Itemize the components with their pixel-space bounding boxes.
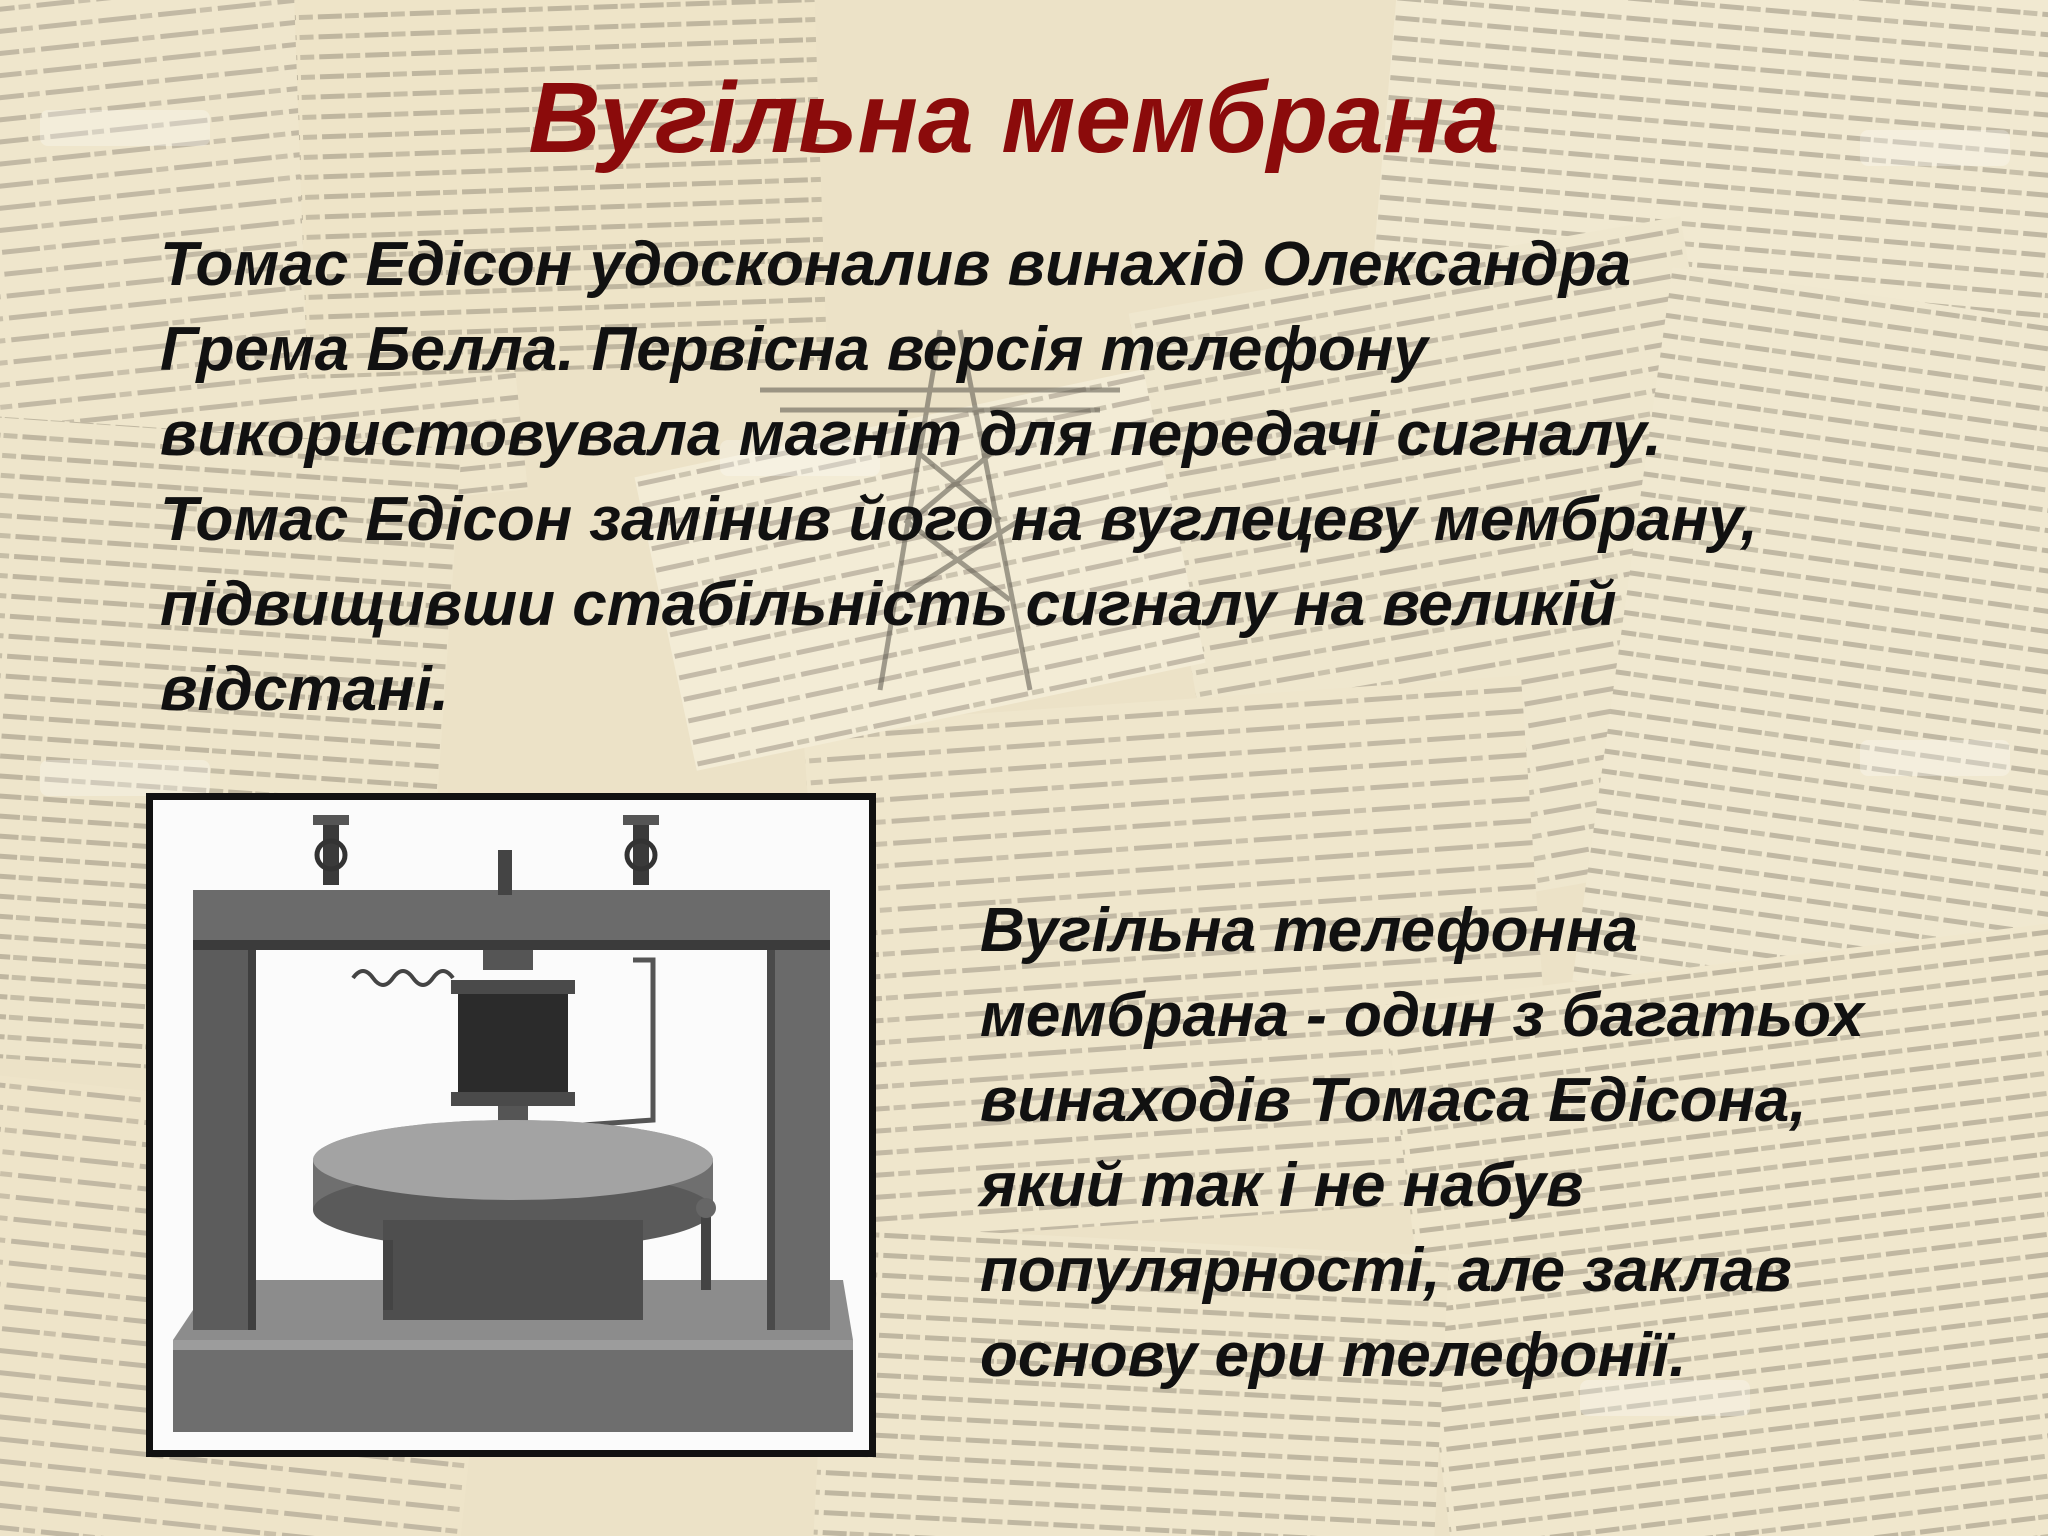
intro-line: Грема Белла. Первісна версія телефону — [160, 315, 1428, 384]
caption-line: Вугільна телефонна — [980, 896, 1638, 965]
intro-line: Томас Едісон замінив його на вуглецеву мембрану, — [160, 485, 1758, 554]
intro-line: Томас Едісон удосконалив винахід Олександра — [160, 230, 1632, 299]
slide-title: Вугільна мембрана — [528, 62, 1500, 174]
caption-line: винаходів Томаса Едісона, — [980, 1066, 1807, 1135]
transmitter-photo — [146, 793, 876, 1457]
intro-line: підвищивши стабільність сигналу на великій — [160, 570, 1617, 639]
caption-line: популярності, але заклав — [980, 1236, 1792, 1305]
caption-paragraph — [980, 888, 2000, 1398]
caption-line: основу ери телефонії. — [980, 1321, 1687, 1390]
caption-line: який так і не набув — [980, 1151, 1584, 1220]
carbon-transmitter-illustration — [153, 800, 869, 1450]
intro-line: відстані. — [160, 655, 449, 724]
intro-line: використовувала магніт для передачі сигналу. — [160, 400, 1662, 469]
caption-line: мембрана - один з багатьох — [980, 981, 1864, 1050]
intro-paragraph — [160, 222, 1960, 732]
